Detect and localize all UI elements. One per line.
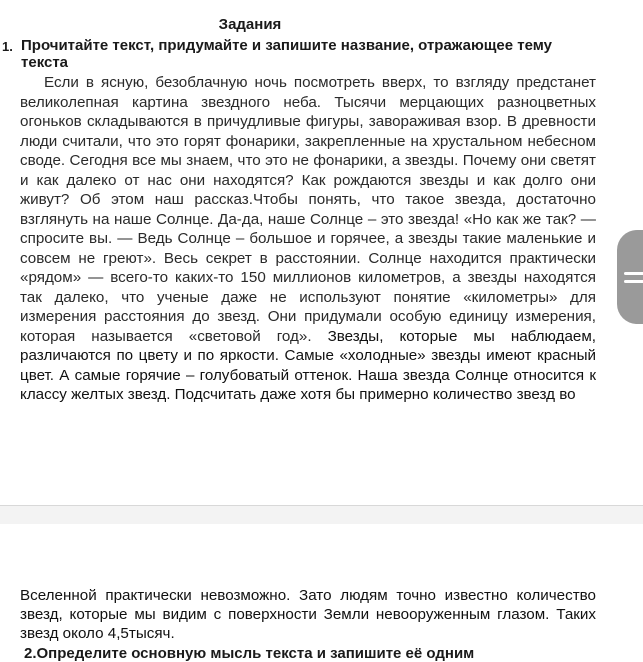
document-page-2 xyxy=(0,524,643,662)
task-2-instruction: 2.Определите основную мысль текста и запишите её одним xyxy=(24,645,475,662)
reading-text-part-2: Звезды, которые мы наблюдаем, различаются по цвету и по яркости. Самые «холодные» звезды имеют красный цвет. А самые горячие – голубоватый оттенок. Наша звезда Солнце относится к классу желтых звезд. Подсчитать даже хотя бы примерно количество звезд во xyxy=(20,327,597,403)
reading-text-continuation: Вселенной практически невозможно. Зато людям точно известно количество звезд, которые мы видим с поверхности Земли невооруженным глазом. Таких звезд около 4,5тысяч. xyxy=(20,587,596,642)
page-title: Задания xyxy=(218,16,282,33)
reading-text-part-1: Если в ясную, безоблачную ночь посмотреть вверх, то взгляду предстанет великолепная картина звездного неба. Тысячи мерцающих разноцветных огоньков складываются в причудливые фигуры, завораживая взор. В древности люди считали, что это горят фонарики, закрепленные на хрустальном небесном своде. Сегодня все мы знаем, что это не фонарики, а звезды. Почему они светят и как далеко от нас они находятся? Как рождаются звезды и как долго они живут? Об этом наш рассказ.Чтобы понять, что такое звезда, достаточно взглянуть на наше Солнце. Да-да, наше Солнце – это звезда! «Но как же так? — спросите вы. — Ведь Солнце – большое и горячее, а звезды такие маленькие и совсем не греют». Весь секрет в расстоянии. Солнце находится практически «рядом» — всего-то каких-то 150 миллионов километров, а звезды находятся так далеко, что ученые даже не используют понятие «километры» для измерения расстояния до звезд. Они придумали особую единицу измерения, которая называется «световой год». xyxy=(20,74,596,345)
task-number: 1. xyxy=(2,39,13,54)
menu-lines-icon-bar xyxy=(624,280,643,283)
menu-lines-icon xyxy=(624,272,643,275)
side-menu-handle[interactable] xyxy=(617,230,643,324)
reading-text xyxy=(20,73,596,405)
page-separator xyxy=(0,505,643,525)
task-instruction: Прочитайте текст, придумайте и запишите название, отражающее тему текста xyxy=(21,37,552,71)
